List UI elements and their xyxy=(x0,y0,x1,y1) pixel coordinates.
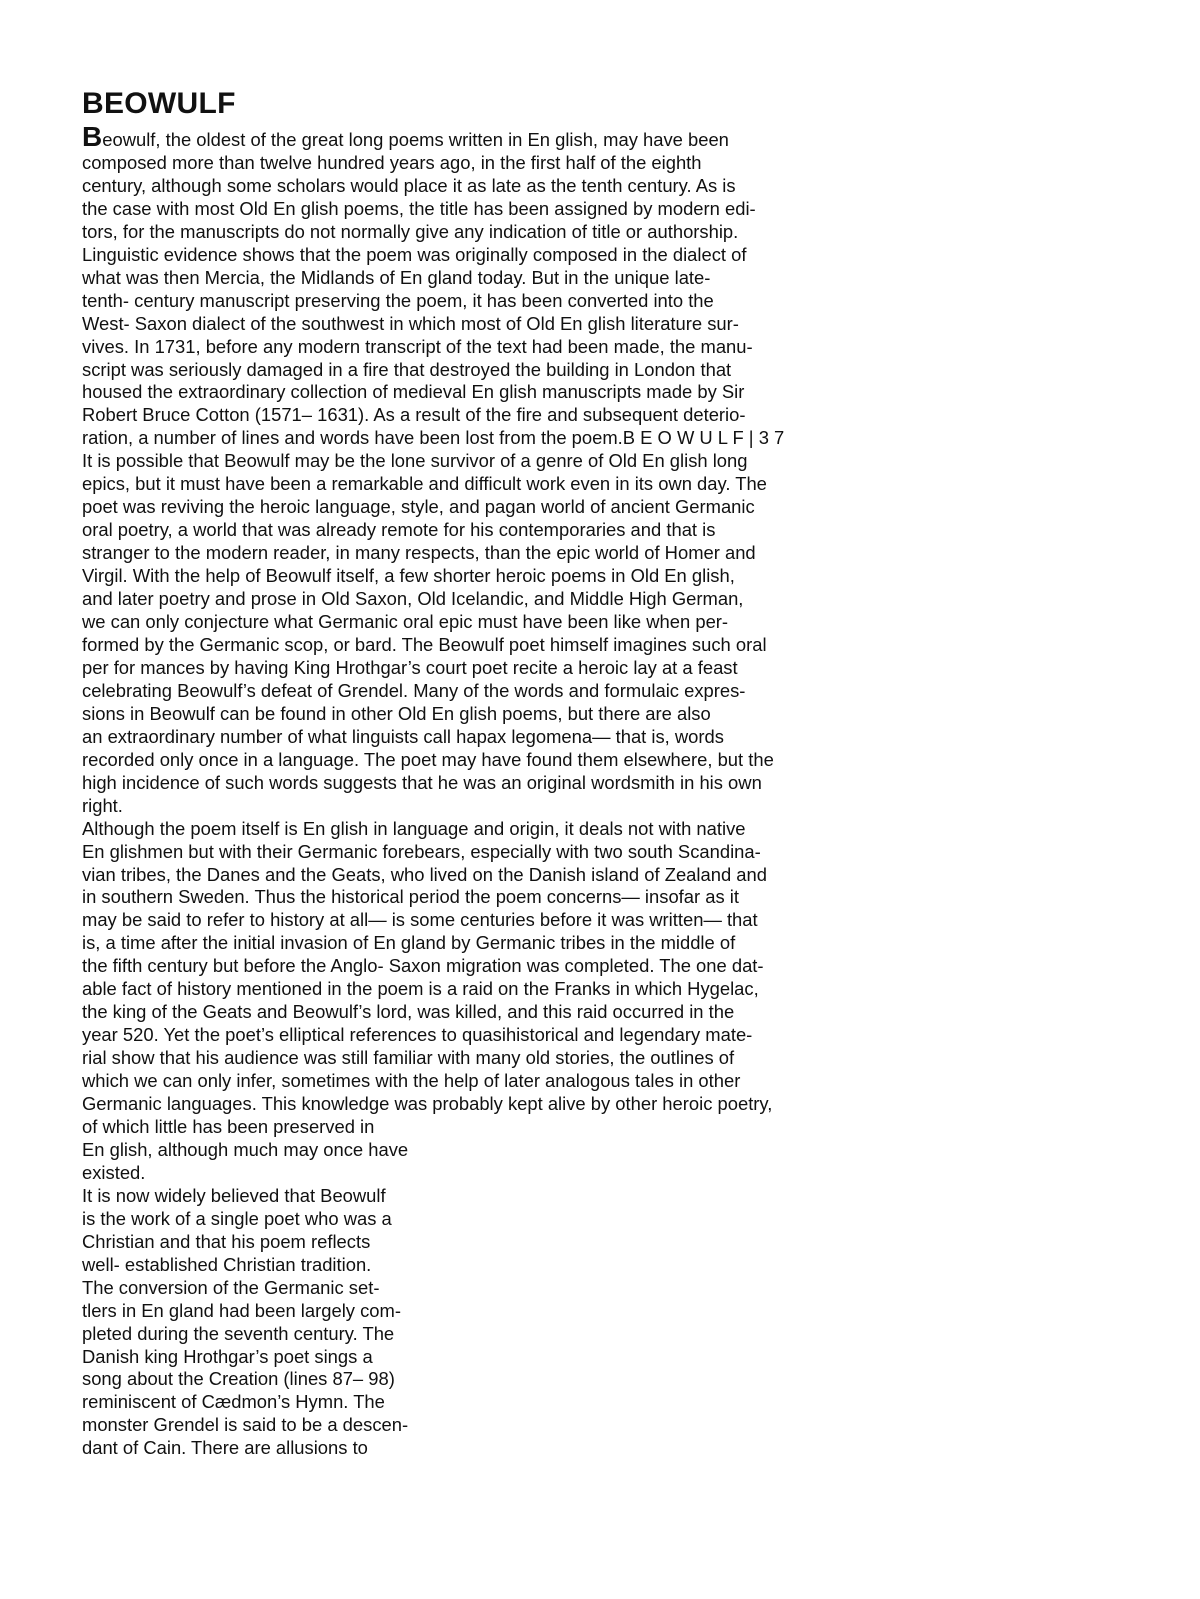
text-line: the king of the Geats and Beowulf’s lord, was killed, and this raid occurred in the xyxy=(82,1001,735,1023)
text-line: West- Saxon dialect of the southwest in which most of Old En glish literature sur- xyxy=(82,312,739,334)
text-line: vian tribes, the Danes and the Geats, who lived on the Danish island of Zealand and xyxy=(82,863,767,885)
text-line: and later poetry and prose in Old Saxon, Old Icelandic, and Middle High German, xyxy=(82,588,744,610)
first-line-text: eowulf, the oldest of the great long poems written in En glish, may have been xyxy=(102,129,729,150)
text-line: ration, a number of lines and words have been lost from the poem.B E O W U L F | 3 7 xyxy=(82,427,785,449)
text-line: Germanic languages. This knowledge was probably kept alive by other heroic poetry, xyxy=(82,1093,773,1115)
text-line: housed the extraordinary collection of medieval En glish manuscripts made by Sir xyxy=(82,381,745,403)
text-line: is the work of a single poet who was a xyxy=(82,1207,392,1229)
text-line: right. xyxy=(82,794,123,816)
text-line: The conversion of the Germanic set- xyxy=(82,1276,380,1298)
text-line xyxy=(82,121,1162,152)
text-line: able fact of history mentioned in the poem is a raid on the Franks in which Hygelac, xyxy=(82,978,759,1000)
text-line: epics, but it must have been a remarkable and difficult work even in its own day. The xyxy=(82,473,767,495)
text-line: an extraordinary number of what linguists call hapax legomena— that is, words xyxy=(82,725,724,747)
text-line: dant of Cain. There are allusions to xyxy=(82,1437,368,1459)
text-line: tlers in En gland had been largely com- xyxy=(82,1299,401,1321)
text-line: It is possible that Beowulf may be the lone survivor of a genre of Old En glish long xyxy=(82,450,748,472)
text-line: celebrating Beowulf’s defeat of Grendel. Many of the words and formulaic expres- xyxy=(82,679,746,701)
text-line: monster Grendel is said to be a descen- xyxy=(82,1414,409,1436)
text-line: the case with most Old En glish poems, the title has been assigned by modern edi- xyxy=(82,197,756,219)
text-line: we can only conjecture what Germanic oral epic must have been like when per- xyxy=(82,611,729,633)
body-text xyxy=(82,121,1162,1460)
text-line: tenth- century manuscript preserving the poem, it has been converted into the xyxy=(82,289,714,311)
text-line: Christian and that his poem reflects xyxy=(82,1230,371,1252)
text-line: recorded only once in a language. The poet may have found them elsewhere, but the xyxy=(82,748,774,770)
text-line: which we can only infer, sometimes with the help of later analogous tales in other xyxy=(82,1070,741,1092)
text-line: Danish king Hrothgar’s poet sings a xyxy=(82,1345,373,1367)
text-line: Virgil. With the help of Beowulf itself, a few shorter heroic poems in Old En glish, xyxy=(82,565,735,587)
text-line: En glishmen but with their Germanic forebears, especially with two south Scandina- xyxy=(82,840,761,862)
document-title: BEOWULF xyxy=(82,87,236,120)
text-line: what was then Mercia, the Midlands of En gland today. But in the unique late- xyxy=(82,266,711,288)
text-line: of which little has been preserved in xyxy=(82,1115,375,1137)
text-line: Linguistic evidence shows that the poem was originally composed in the dialect of xyxy=(82,243,747,265)
text-line: Although the poem itself is En glish in language and origin, it deals not with native xyxy=(82,817,746,839)
drop-cap: B xyxy=(82,121,103,152)
text-line: high incidence of such words suggests that he was an original wordsmith in his own xyxy=(82,771,762,793)
text-line: tors, for the manuscripts do not normally give any indication of title or authorship. xyxy=(82,220,739,242)
text-line: is, a time after the initial invasion of En gland by Germanic tribes in the middle of xyxy=(82,932,736,954)
text-line: vives. In 1731, before any modern transcript of the text had been made, the manu- xyxy=(82,335,753,357)
text-line: century, although some scholars would place it as late as the tenth century. As is xyxy=(82,174,736,196)
text-line: poet was reviving the heroic language, style, and pagan world of ancient Germanic xyxy=(82,496,755,518)
text-line: formed by the Germanic scop, or bard. The Beowulf poet himself imagines such oral xyxy=(82,633,767,655)
text-line: composed more than twelve hundred years ago, in the first half of the eighth xyxy=(82,151,702,173)
text-line: En glish, although much may once have xyxy=(82,1138,409,1160)
text-line: per for mances by having King Hrothgar’s court poet recite a heroic lay at a feast xyxy=(82,656,738,678)
text-line: It is now widely believed that Beowulf xyxy=(82,1184,386,1206)
text-line: pleted during the seventh century. The xyxy=(82,1322,395,1344)
text-line: the fifth century but before the Anglo- Saxon migration was completed. The one dat- xyxy=(82,955,764,977)
text-line: existed. xyxy=(82,1161,146,1183)
document-page xyxy=(82,86,1162,1460)
text-line: song about the Creation (lines 87– 98) xyxy=(82,1368,395,1390)
text-line: oral poetry, a world that was already remote for his contemporaries and that is xyxy=(82,519,716,541)
text-line: script was seriously damaged in a fire that destroyed the building in London that xyxy=(82,358,732,380)
text-line: well- established Christian tradition. xyxy=(82,1253,372,1275)
text-line: Robert Bruce Cotton (1571– 1631). As a result of the fire and subsequent deterio- xyxy=(82,404,746,426)
text-line: stranger to the modern reader, in many respects, than the epic world of Homer and xyxy=(82,542,756,564)
text-line: year 520. Yet the poet’s elliptical references to quasihistorical and legendary mate- xyxy=(82,1024,753,1046)
text-line: sions in Beowulf can be found in other Old En glish poems, but there are also xyxy=(82,702,711,724)
text-line: reminiscent of Cædmon’s Hymn. The xyxy=(82,1391,385,1413)
text-line: rial show that his audience was still familiar with many old stories, the outlines of xyxy=(82,1047,735,1069)
text-line: may be said to refer to history at all— is some centuries before it was written— that xyxy=(82,909,758,931)
text-line: in southern Sweden. Thus the historical period the poem concerns— insofar as it xyxy=(82,886,739,908)
